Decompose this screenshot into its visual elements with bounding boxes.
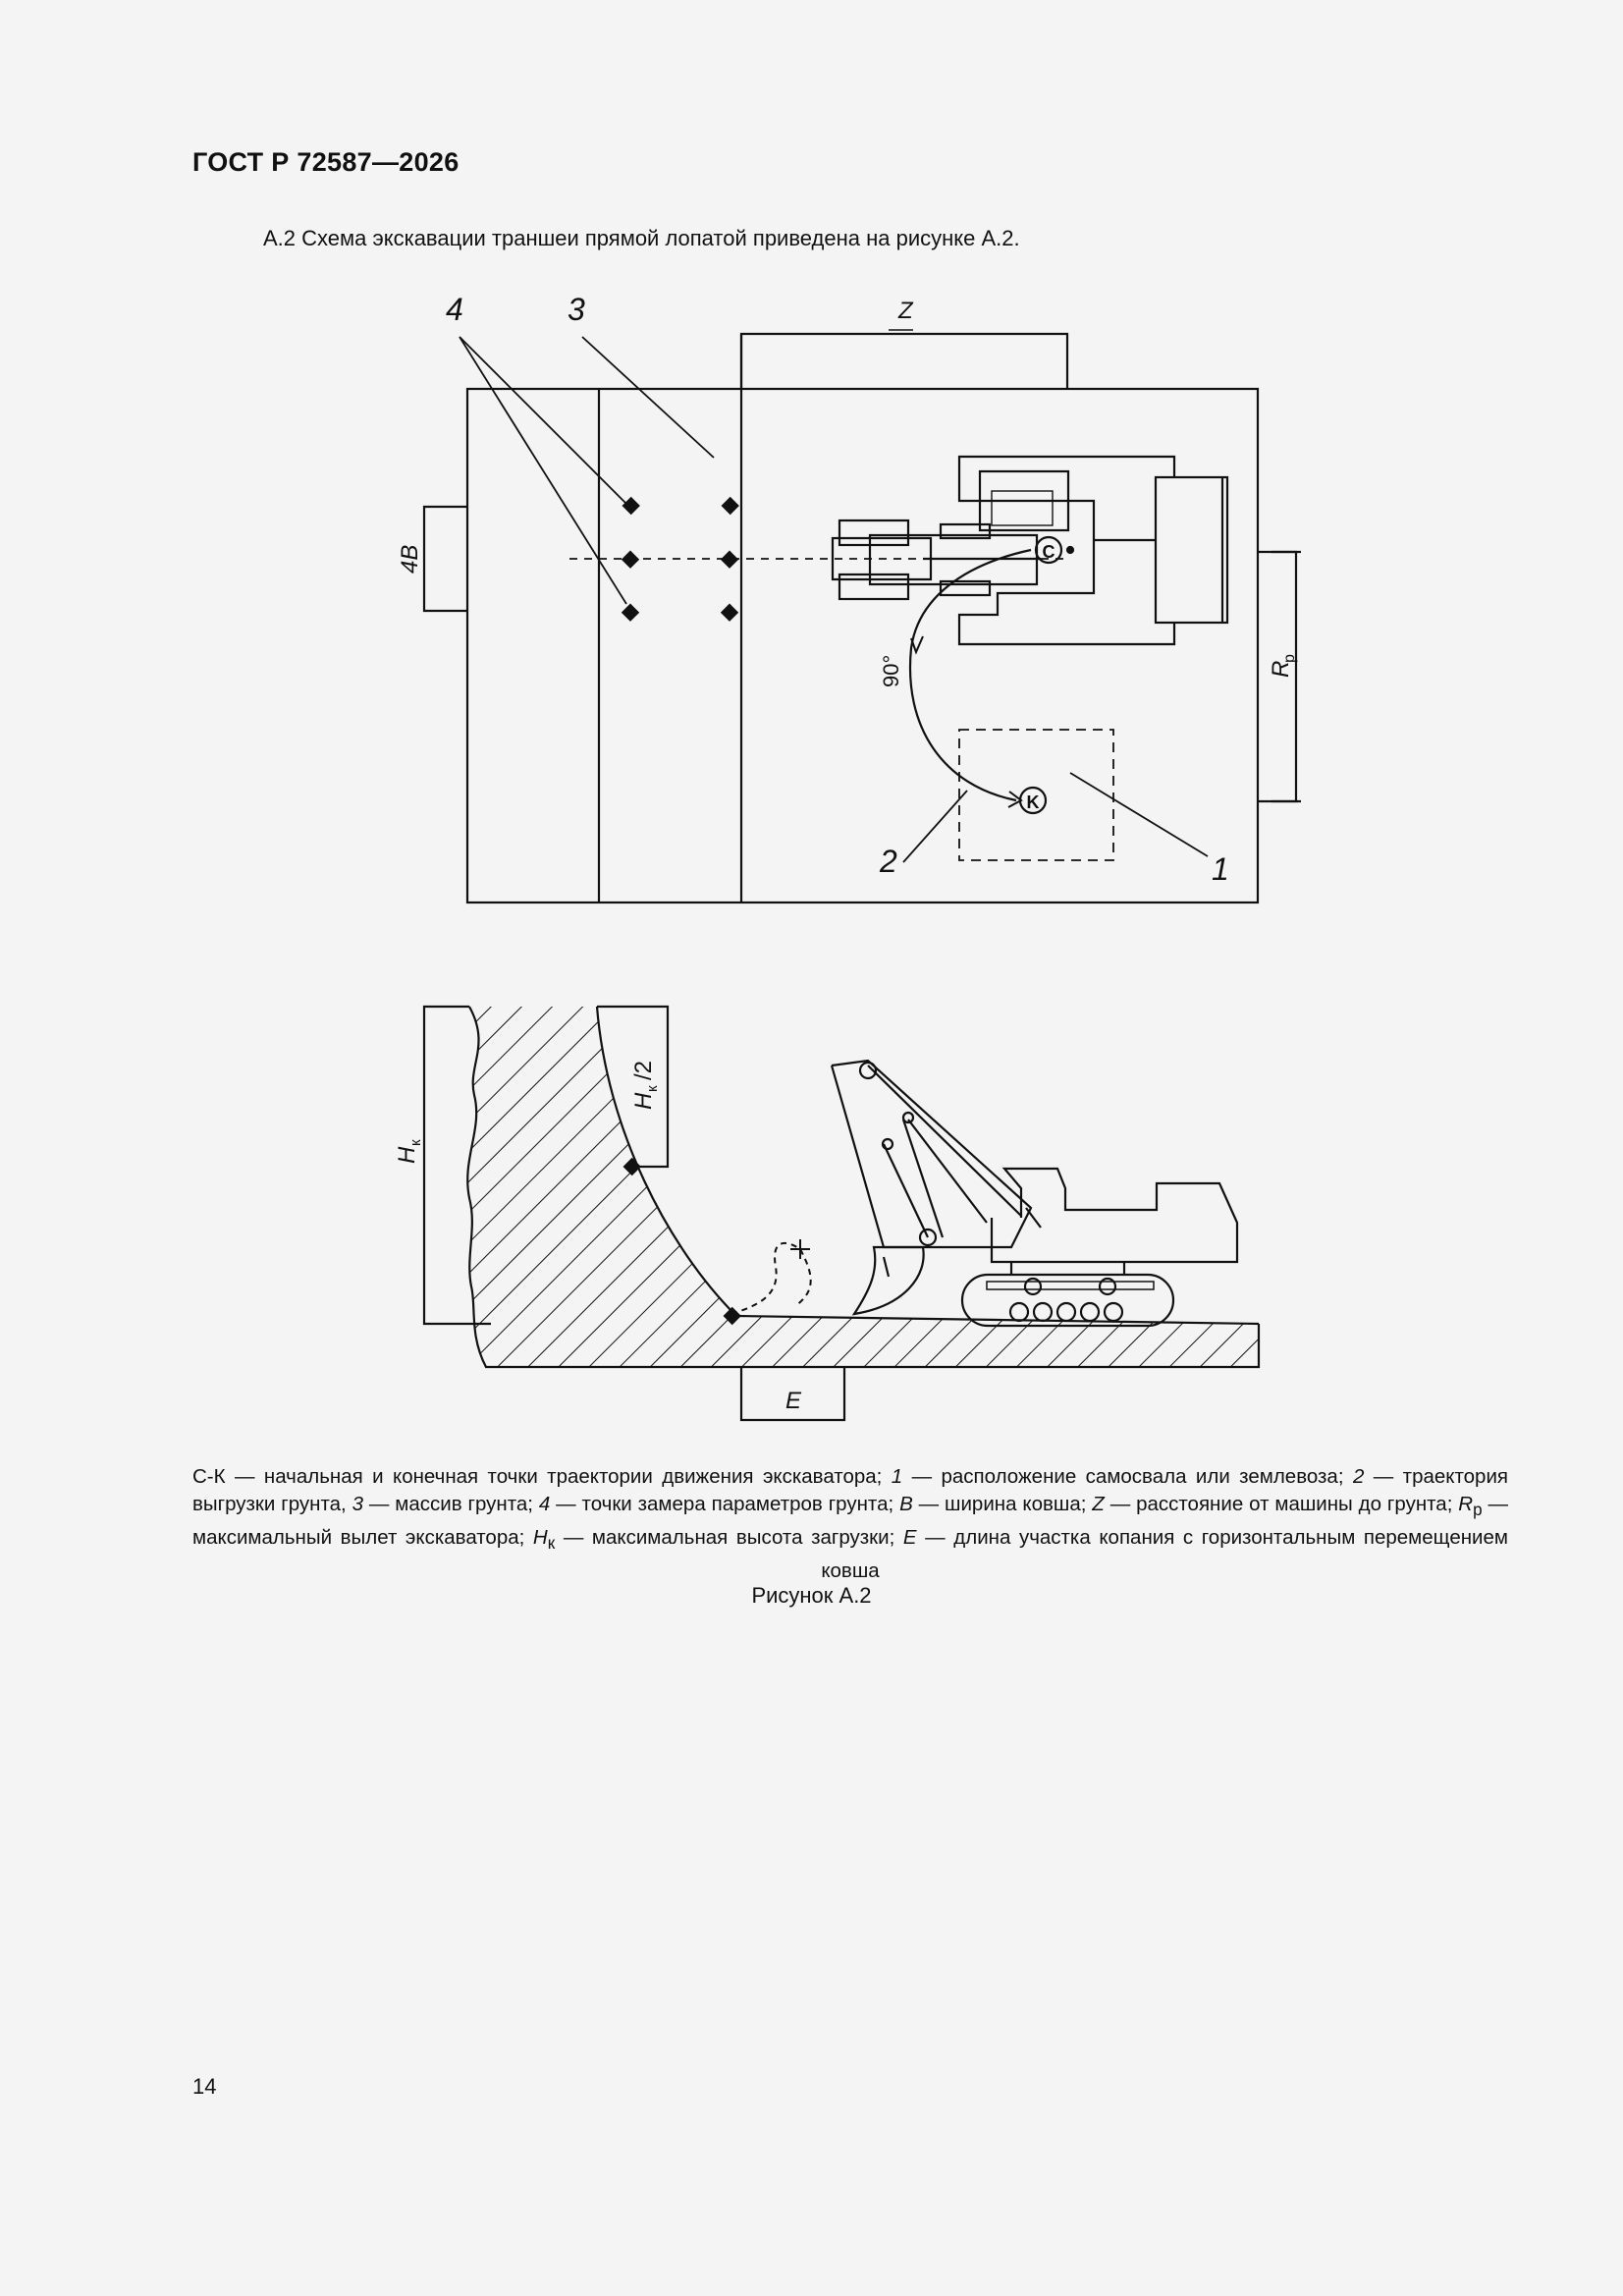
svg-text:R: R [1268,660,1294,678]
label-hk [394,1139,424,1164]
figure-legend: С-К — начальная и конечная точки траектории движения экскаватора; 1 — расположение самосвала или землевоза; 2 — траектория выгрузки грунта, 3 — массив грунта; 4 — точки замера параметров грунта; B — ширина ковша; Z — расстояние от машины до грунта; $R_р$ — максимальный вылет экскаватора; $H_к$ — максимальная высота загрузки; E — длина участка копания с горизонтальным перемещением ковша [192,1465,1508,1583]
z-dimension [741,334,1067,389]
label-rp [1268,654,1298,678]
svg-text:к: к [407,1139,424,1146]
figure-title: Рисунок А.2 [751,1583,872,1608]
plan-outer-frame [467,389,1258,902]
swing-trajectory [910,550,1031,800]
svg-text:р: р [1281,654,1298,663]
label-z: Z [898,298,913,324]
document-header: ГОСТ Р 72587—2026 [192,147,460,177]
label-90deg: 90° [879,654,903,687]
page-number: 14 [192,2074,217,2099]
label-4: 4 [446,292,463,327]
label-hk2 [630,1061,661,1110]
section-view [424,1002,1267,1420]
label-e: E [785,1388,802,1414]
svg-text:к: к [644,1085,661,1092]
label-2: 2 [880,844,897,879]
label-k: K [1026,793,1040,812]
svg-text:H: H [394,1146,420,1164]
label-3: 3 [568,292,585,327]
plan-view [424,330,1301,902]
label-1: 1 [1212,851,1229,887]
label-c: C [1042,542,1055,562]
4b-dimension [424,507,467,611]
label-4b: 4B [397,544,423,574]
intro-paragraph: А.2 Схема экскавации траншеи прямой лопатой приведена на рисунке А.2. [263,226,1020,250]
excavator-side [832,1061,1237,1326]
svg-text:H: H [630,1092,657,1110]
svg-text:/2: /2 [630,1060,657,1080]
